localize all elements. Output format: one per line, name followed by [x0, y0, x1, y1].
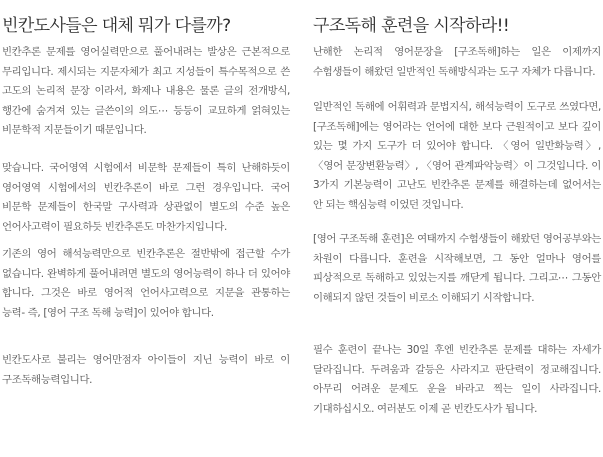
right-heading: 구조독해 훈련을 시작하라!!	[313, 16, 510, 36]
left-paragraph-3: 기존의 영어 해석능력만으로 빈칸추론은 절반밖에 접근할 수가 없습니다. 완벽하게 풀어내려면 별도의 영어능력이 하나 더 있어야 합니다. 그것은 바로 영어적 언어사고력으로 지문을 관통하는 능력- 즉, [영어 구조 독해 능력]이 있어야 합니다.	[2, 248, 290, 319]
left-heading: 빈칸도사들은 대체 뭐가 다를까?	[2, 16, 231, 36]
left-paragraph-4: 빈칸도사로 불리는 영어만점자 아이들이 지닌 능력이 바로 이 구조독해능력입니다.	[2, 354, 290, 386]
right-paragraph-2: 일반적인 독해에 어휘력과 문법지식, 해석능력이 도구로 쓰였다면, [구조독해]에는 영어라는 언어에 대한 보다 근원적이고 보다 깊이 있는 몇 가지 도구가 더 있어야 합니다. 〈영어 일반화능력〉, 〈영어 문장변환능력〉, 〈영어 관계파악능력〉이 그것입니다. 이 3가지 기본능력이 고난도 빈칸추론 문제를 해결하는데 없어서는 안 되는 핵심능력 이었던 것입니다.	[313, 101, 601, 211]
right-paragraph-3: [영어 구조독해 훈련]은 여태까지 수험생들이 해왔던 영어공부와는 차원이 다릅니다. 훈련을 시작해보면, 그 동안 얼마나 영어를 피상적으로 독해하고 있었는지를 깨닫게 됩니다. 그리고⋯ 그동안 이해되지 않던 것들이 비로소 이해되기 시작합니다.	[313, 233, 601, 304]
left-paragraph-1: 빈칸추론 문제를 영어실력만으로 풀어내려는 발상은 근본적으로 무리입니다. 제시되는 지문자체가 최고 지성들이 특수목적으로 쓴 고도의 논리적 문장 이라서, 화제나 내용은 물론 글의 전개방식, 행간에 숨겨져 있는 글쓴이의 의도⋯ 등등이 교묘하게 얽혀있는 비문학적 지문들이기 때문입니다.	[2, 46, 290, 136]
left-paragraph-2: 맞습니다. 국어영역 시험에서 비문학 문제들이 특히 난해하듯이 영어영역 시험에서의 빈칸추론이 바로 그런 경우입니다. 국어 비문학 문제들이 한국말 구사력과 상관없이 별도의 수준 높은 언어사고력이 필요하듯 빈칸추론도 마찬가지입니다.	[2, 162, 290, 233]
right-paragraph-1: 난해한 논리적 영어문장을 [구조독해]하는 일은 이제까지 수험생들이 해왔던 일반적인 독해방식과는 도구 자체가 다릅니다.	[313, 46, 601, 78]
right-paragraph-4: 필수 훈련이 끝나는 30일 후엔 빈칸추론 문제를 대하는 자세가 달라집니다. 두려움과 갈등은 사라지고 판단력이 정교해집니다. 아무리 어려운 문제도 운을 바라고 찍는 일이 사라집니다. 기대하십시오. 여러분도 이제 곧 빈칸도사가 됩니다.	[313, 344, 601, 415]
